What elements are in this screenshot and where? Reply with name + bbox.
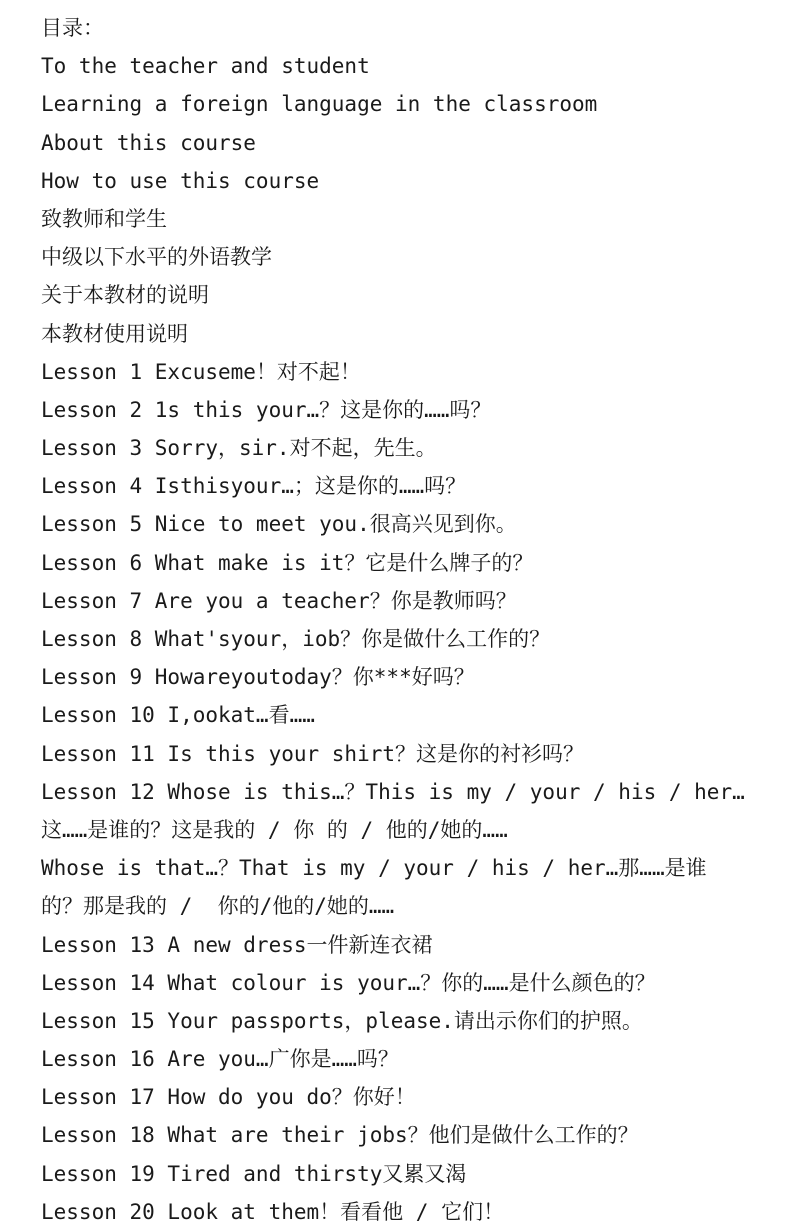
toc-lesson-line: 这……是谁的？这是我的 / 你 的 / 他的/她的…… xyxy=(41,817,508,842)
toc-line: 关于本教材的说明 xyxy=(41,283,209,308)
toc-lesson-line: Lesson 18 What are their jobs？他们是做什么工作的？ xyxy=(41,1123,639,1148)
toc-line: About this course xyxy=(41,130,256,155)
toc-lesson-line: Lesson 13 A new dress一件新连衣裙 xyxy=(41,932,433,957)
toc-lesson-line: Whose is that…？That is my / your / his / her…那……是谁 xyxy=(41,856,707,881)
toc-lesson-line: Lesson 17 How do you do？你好！ xyxy=(41,1085,416,1110)
toc-lesson-line: Lesson 10 I,ookat…看…… xyxy=(41,703,315,728)
toc-line: 本教材使用说明 xyxy=(41,321,188,346)
toc-lesson-line: Lesson 3 Sorry，sir.对不起，先生。 xyxy=(41,436,437,461)
toc-lesson-line: Lesson 16 Are you…广你是……吗？ xyxy=(41,1047,399,1072)
toc-lesson-line: Lesson 6 What make is it？它是什么牌子的？ xyxy=(41,550,534,575)
toc-lesson-line: Lesson 15 Your passports，please.请出示你们的护照。 xyxy=(41,1008,643,1033)
toc-lesson-line: Lesson 8 What'syour，iob？你是做什么工作的？ xyxy=(41,627,551,651)
toc-lesson-line: Lesson 20 Look at them！看看他 / 它们！ xyxy=(41,1199,505,1224)
toc-line: 中级以下水平的外语教学 xyxy=(41,245,272,270)
toc-lesson-line: Lesson 4 Isthisyour…；这是你的……吗？ xyxy=(41,474,467,499)
toc-lesson-line: Lesson 5 Nice to meet you.很高兴见到你。 xyxy=(41,512,517,537)
toc-lesson-line: Lesson 7 Are you a teacher？你是教师吗？ xyxy=(41,588,517,613)
table-of-contents xyxy=(41,9,781,1231)
toc-lesson-line: Lesson 12 Whose is this…？This is my / your / his / her… xyxy=(41,779,745,804)
toc-lesson-line: Lesson 11 Is this your shirt？这是你的衬衫吗？ xyxy=(41,741,585,766)
toc-lesson-line: Lesson 9 Howareyoutoday？你***好吗？ xyxy=(41,665,475,690)
toc-heading: 目录： xyxy=(41,16,104,40)
toc-lesson-line: Lesson 19 Tired and thirsty又累又渴 xyxy=(41,1161,467,1186)
toc-lesson-line: 的？那是我的 / 你的/他的/她的…… xyxy=(41,894,395,919)
toc-line: 致教师和学生 xyxy=(41,206,167,231)
toc-line: Learning a foreign language in the classroom xyxy=(41,92,598,117)
toc-line: To the teacher and student xyxy=(41,54,370,79)
toc-line: How to use this course xyxy=(41,168,320,193)
toc-lesson-line: Lesson 14 What colour is your…？你的……是什么颜色的？ xyxy=(41,970,656,995)
toc-lesson-line: Lesson 1 Excuseme！对不起！ xyxy=(41,359,361,384)
toc-lesson-line: Lesson 2 1s this your…？这是你的……吗？ xyxy=(41,397,492,422)
